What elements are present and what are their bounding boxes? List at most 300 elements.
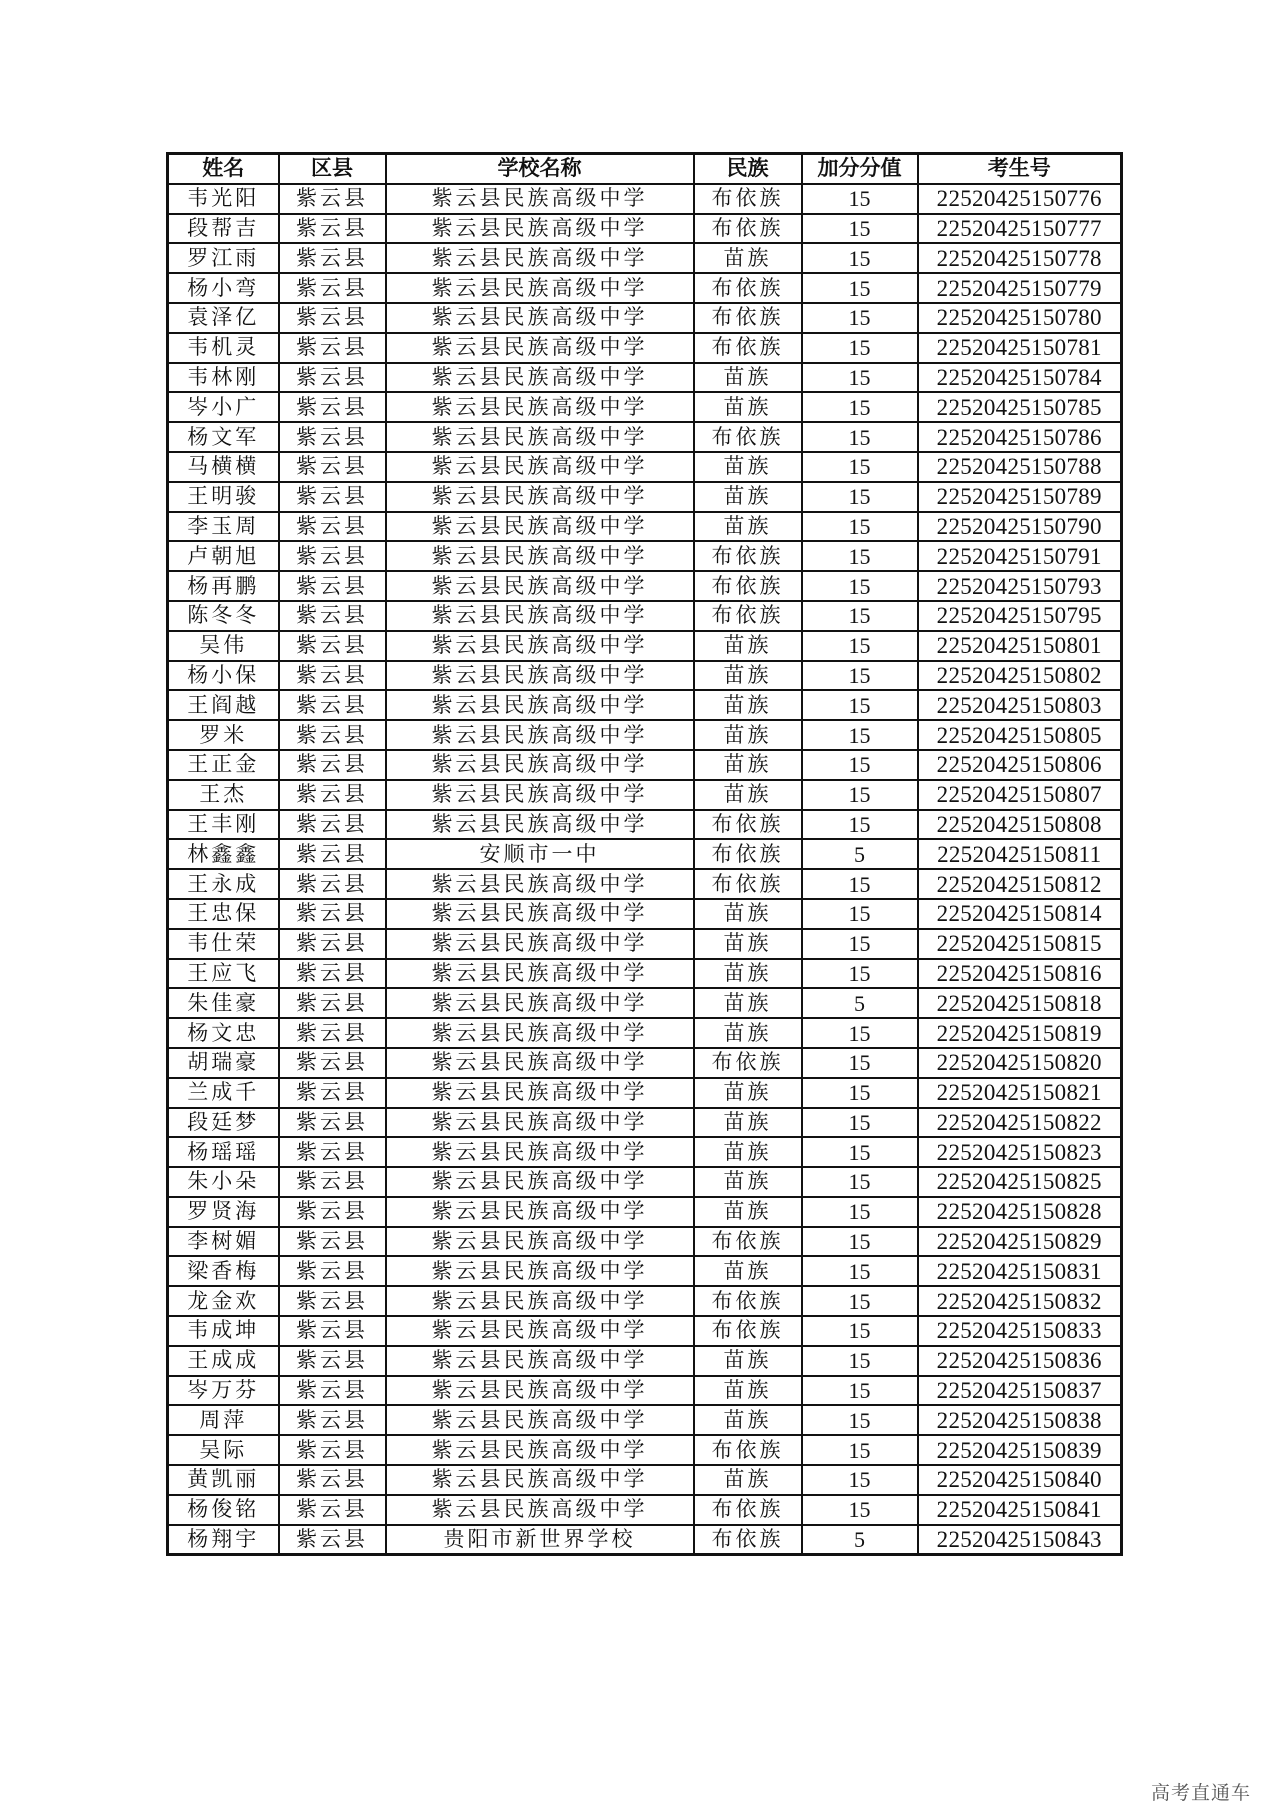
table-row [168,1018,1122,1048]
cell-bonus-points: 15 [802,959,918,989]
cell-exam-id: 22520425150819 [918,1018,1122,1048]
cell-ethnicity: 苗族 [694,959,802,989]
cell-bonus-points: 15 [802,392,918,422]
cell-name: 罗米 [168,720,279,750]
cell-ethnicity: 布依族 [694,184,802,214]
table-row [168,810,1122,840]
cell-exam-id: 22520425150777 [918,214,1122,244]
table-row [168,1316,1122,1346]
cell-name: 罗贤海 [168,1197,279,1227]
cell-district: 紫云县 [279,929,386,959]
cell-exam-id: 22520425150832 [918,1286,1122,1316]
cell-ethnicity: 苗族 [694,988,802,1018]
cell-bonus-points: 15 [802,631,918,661]
table-row [168,363,1122,393]
cell-district: 紫云县 [279,1465,386,1495]
cell-name: 段廷梦 [168,1108,279,1138]
cell-exam-id: 22520425150837 [918,1376,1122,1406]
cell-ethnicity: 布依族 [694,273,802,303]
cell-ethnicity: 苗族 [694,1167,802,1197]
cell-school: 紫云县民族高级中学 [386,631,694,661]
cell-exam-id: 22520425150795 [918,601,1122,631]
table-row [168,303,1122,333]
cell-exam-id: 22520425150818 [918,988,1122,1018]
table-row [168,214,1122,244]
cell-district: 紫云县 [279,690,386,720]
table-row [168,1137,1122,1167]
cell-name: 韦成坤 [168,1316,279,1346]
cell-school: 紫云县民族高级中学 [386,541,694,571]
cell-ethnicity: 苗族 [694,720,802,750]
cell-exam-id: 22520425150780 [918,303,1122,333]
cell-school: 紫云县民族高级中学 [386,1227,694,1257]
cell-name: 杨文忠 [168,1018,279,1048]
table-row [168,899,1122,929]
cell-district: 紫云县 [279,780,386,810]
cell-district: 紫云县 [279,1137,386,1167]
cell-name: 吴伟 [168,631,279,661]
cell-school: 紫云县民族高级中学 [386,959,694,989]
cell-bonus-points: 15 [802,869,918,899]
cell-bonus-points: 15 [802,1495,918,1525]
cell-school: 贵阳市新世界学校 [386,1525,694,1555]
cell-name: 黄凯丽 [168,1465,279,1495]
cell-name: 吴际 [168,1435,279,1465]
cell-district: 紫云县 [279,541,386,571]
cell-ethnicity: 苗族 [694,750,802,780]
table-row [168,1286,1122,1316]
cell-district: 紫云县 [279,392,386,422]
cell-ethnicity: 苗族 [694,1108,802,1138]
cell-exam-id: 22520425150828 [918,1197,1122,1227]
cell-ethnicity: 苗族 [694,1018,802,1048]
cell-exam-id: 22520425150793 [918,571,1122,601]
cell-district: 紫云县 [279,512,386,542]
cell-exam-id: 22520425150802 [918,661,1122,691]
cell-exam-id: 22520425150831 [918,1256,1122,1286]
cell-bonus-points: 15 [802,720,918,750]
header-name: 姓名 [168,154,279,184]
cell-ethnicity: 布依族 [694,422,802,452]
table-row [168,631,1122,661]
cell-school: 紫云县民族高级中学 [386,452,694,482]
cell-ethnicity: 苗族 [694,1346,802,1376]
cell-exam-id: 22520425150778 [918,243,1122,273]
cell-ethnicity: 布依族 [694,541,802,571]
table-row [168,839,1122,869]
cell-exam-id: 22520425150779 [918,273,1122,303]
cell-ethnicity: 苗族 [694,1405,802,1435]
cell-exam-id: 22520425150784 [918,363,1122,393]
cell-exam-id: 22520425150821 [918,1078,1122,1108]
cell-ethnicity: 苗族 [694,482,802,512]
cell-ethnicity: 布依族 [694,571,802,601]
cell-exam-id: 22520425150829 [918,1227,1122,1257]
table-row [168,243,1122,273]
table-row [168,929,1122,959]
table-row [168,661,1122,691]
cell-name: 卢朝旭 [168,541,279,571]
table-row [168,1167,1122,1197]
cell-ethnicity: 布依族 [694,601,802,631]
table-row [168,1525,1122,1555]
table-header-row [168,154,1122,184]
table-row [168,512,1122,542]
cell-district: 紫云县 [279,273,386,303]
cell-school: 紫云县民族高级中学 [386,392,694,422]
table-row [168,452,1122,482]
cell-school: 紫云县民族高级中学 [386,899,694,929]
cell-ethnicity: 苗族 [694,929,802,959]
cell-school: 紫云县民族高级中学 [386,1495,694,1525]
cell-name: 杨俊铭 [168,1495,279,1525]
cell-school: 紫云县民族高级中学 [386,1108,694,1138]
cell-district: 紫云县 [279,720,386,750]
cell-school: 紫云县民族高级中学 [386,303,694,333]
cell-exam-id: 22520425150801 [918,631,1122,661]
cell-name: 马横横 [168,452,279,482]
cell-district: 紫云县 [279,1435,386,1465]
cell-bonus-points: 5 [802,988,918,1018]
cell-ethnicity: 苗族 [694,1197,802,1227]
cell-district: 紫云县 [279,1376,386,1406]
cell-school: 紫云县民族高级中学 [386,1346,694,1376]
cell-ethnicity: 苗族 [694,243,802,273]
cell-school: 紫云县民族高级中学 [386,810,694,840]
cell-name: 岑万芬 [168,1376,279,1406]
table-row [168,1465,1122,1495]
cell-bonus-points: 15 [802,273,918,303]
cell-school: 紫云县民族高级中学 [386,1197,694,1227]
cell-bonus-points: 15 [802,333,918,363]
cell-district: 紫云县 [279,1405,386,1435]
cell-name: 杨文军 [168,422,279,452]
cell-district: 紫云县 [279,1197,386,1227]
cell-bonus-points: 15 [802,661,918,691]
table-row [168,482,1122,512]
cell-school: 紫云县民族高级中学 [386,1405,694,1435]
cell-district: 紫云县 [279,1078,386,1108]
table-row [168,541,1122,571]
cell-exam-id: 22520425150820 [918,1048,1122,1078]
cell-ethnicity: 苗族 [694,1078,802,1108]
watermark-text: 高考直通车 [1151,1782,1252,1804]
cell-school: 紫云县民族高级中学 [386,422,694,452]
cell-name: 周萍 [168,1405,279,1435]
cell-school: 紫云县民族高级中学 [386,690,694,720]
cell-name: 兰成千 [168,1078,279,1108]
cell-ethnicity: 布依族 [694,1495,802,1525]
cell-bonus-points: 15 [802,750,918,780]
cell-bonus-points: 5 [802,839,918,869]
cell-school: 紫云县民族高级中学 [386,1078,694,1108]
cell-name: 罗江雨 [168,243,279,273]
cell-bonus-points: 15 [802,541,918,571]
cell-name: 岑小广 [168,392,279,422]
cell-exam-id: 22520425150805 [918,720,1122,750]
cell-ethnicity: 苗族 [694,1256,802,1286]
cell-school: 紫云县民族高级中学 [386,571,694,601]
cell-exam-id: 22520425150806 [918,750,1122,780]
header-exam-id: 考生号 [918,154,1122,184]
cell-exam-id: 22520425150807 [918,780,1122,810]
cell-name: 段帮吉 [168,214,279,244]
cell-bonus-points: 15 [802,1435,918,1465]
cell-district: 紫云县 [279,452,386,482]
cell-ethnicity: 苗族 [694,1465,802,1495]
cell-bonus-points: 15 [802,1256,918,1286]
cell-exam-id: 22520425150816 [918,959,1122,989]
cell-school: 紫云县民族高级中学 [386,869,694,899]
cell-exam-id: 22520425150786 [918,422,1122,452]
table-row [168,959,1122,989]
cell-exam-id: 22520425150788 [918,452,1122,482]
table-row [168,1405,1122,1435]
cell-exam-id: 22520425150823 [918,1137,1122,1167]
cell-ethnicity: 布依族 [694,1316,802,1346]
cell-name: 韦仕荣 [168,929,279,959]
table-row [168,780,1122,810]
table-row [168,184,1122,214]
cell-bonus-points: 15 [802,1286,918,1316]
cell-exam-id: 22520425150785 [918,392,1122,422]
cell-school: 紫云县民族高级中学 [386,243,694,273]
table-row [168,1495,1122,1525]
cell-ethnicity: 布依族 [694,1525,802,1555]
cell-name: 陈冬冬 [168,601,279,631]
table-row [168,422,1122,452]
cell-name: 韦光阳 [168,184,279,214]
cell-school: 紫云县民族高级中学 [386,661,694,691]
cell-district: 紫云县 [279,1018,386,1048]
table-row [168,392,1122,422]
cell-bonus-points: 15 [802,452,918,482]
cell-bonus-points: 15 [802,571,918,601]
cell-school: 紫云县民族高级中学 [386,1286,694,1316]
cell-district: 紫云县 [279,839,386,869]
table-row [168,333,1122,363]
cell-district: 紫云县 [279,303,386,333]
table-row [168,1197,1122,1227]
cell-district: 紫云县 [279,1227,386,1257]
cell-district: 紫云县 [279,959,386,989]
cell-bonus-points: 15 [802,899,918,929]
cell-exam-id: 22520425150841 [918,1495,1122,1525]
cell-school: 紫云县民族高级中学 [386,720,694,750]
cell-bonus-points: 15 [802,1197,918,1227]
cell-school: 紫云县民族高级中学 [386,988,694,1018]
cell-bonus-points: 15 [802,1018,918,1048]
cell-name: 王正金 [168,750,279,780]
cell-bonus-points: 15 [802,1078,918,1108]
cell-bonus-points: 15 [802,422,918,452]
cell-name: 王成成 [168,1346,279,1376]
cell-school: 紫云县民族高级中学 [386,1376,694,1406]
cell-district: 紫云县 [279,899,386,929]
cell-district: 紫云县 [279,661,386,691]
table-row [168,1346,1122,1376]
cell-exam-id: 22520425150776 [918,184,1122,214]
cell-exam-id: 22520425150838 [918,1405,1122,1435]
cell-exam-id: 22520425150814 [918,899,1122,929]
cell-district: 紫云县 [279,1048,386,1078]
cell-ethnicity: 苗族 [694,512,802,542]
cell-district: 紫云县 [279,333,386,363]
cell-bonus-points: 15 [802,1227,918,1257]
table-body [168,184,1122,1555]
cell-name: 李树媚 [168,1227,279,1257]
table-row [168,1078,1122,1108]
cell-district: 紫云县 [279,363,386,393]
cell-bonus-points: 15 [802,243,918,273]
table-row [168,601,1122,631]
cell-school: 紫云县民族高级中学 [386,482,694,512]
table-row [168,1256,1122,1286]
cell-exam-id: 22520425150825 [918,1167,1122,1197]
cell-school: 紫云县民族高级中学 [386,363,694,393]
cell-ethnicity: 苗族 [694,780,802,810]
cell-bonus-points: 15 [802,482,918,512]
cell-ethnicity: 布依族 [694,810,802,840]
cell-ethnicity: 布依族 [694,1435,802,1465]
cell-bonus-points: 15 [802,512,918,542]
cell-school: 紫云县民族高级中学 [386,929,694,959]
table-row [168,869,1122,899]
cell-district: 紫云县 [279,422,386,452]
cell-name: 王阎越 [168,690,279,720]
cell-school: 紫云县民族高级中学 [386,750,694,780]
cell-name: 王永成 [168,869,279,899]
cell-name: 袁泽亿 [168,303,279,333]
cell-exam-id: 22520425150789 [918,482,1122,512]
cell-district: 紫云县 [279,1316,386,1346]
cell-district: 紫云县 [279,1495,386,1525]
cell-ethnicity: 苗族 [694,661,802,691]
table-row [168,1048,1122,1078]
cell-ethnicity: 布依族 [694,1227,802,1257]
cell-school: 紫云县民族高级中学 [386,333,694,363]
cell-bonus-points: 15 [802,303,918,333]
cell-school: 紫云县民族高级中学 [386,1316,694,1346]
cell-district: 紫云县 [279,1286,386,1316]
cell-bonus-points: 15 [802,1108,918,1138]
cell-district: 紫云县 [279,631,386,661]
cell-school: 紫云县民族高级中学 [386,1167,694,1197]
cell-bonus-points: 15 [802,690,918,720]
cell-school: 紫云县民族高级中学 [386,1018,694,1048]
cell-school: 紫云县民族高级中学 [386,1137,694,1167]
cell-name: 王忠保 [168,899,279,929]
cell-district: 紫云县 [279,184,386,214]
cell-ethnicity: 苗族 [694,1137,802,1167]
cell-ethnicity: 布依族 [694,869,802,899]
table-row [168,1376,1122,1406]
cell-district: 紫云县 [279,1108,386,1138]
cell-exam-id: 22520425150808 [918,810,1122,840]
cell-name: 龙金欢 [168,1286,279,1316]
cell-bonus-points: 15 [802,810,918,840]
cell-school: 紫云县民族高级中学 [386,780,694,810]
bonus-points-table [166,152,1123,1556]
cell-bonus-points: 15 [802,1137,918,1167]
table-row [168,720,1122,750]
cell-bonus-points: 5 [802,1525,918,1555]
cell-exam-id: 22520425150843 [918,1525,1122,1555]
cell-district: 紫云县 [279,1256,386,1286]
cell-bonus-points: 15 [802,1376,918,1406]
cell-ethnicity: 布依族 [694,1286,802,1316]
cell-school: 紫云县民族高级中学 [386,273,694,303]
cell-school: 紫云县民族高级中学 [386,1435,694,1465]
cell-district: 紫云县 [279,1346,386,1376]
header-bonus-points: 加分分值 [802,154,918,184]
cell-name: 韦机灵 [168,333,279,363]
cell-bonus-points: 15 [802,1465,918,1495]
cell-name: 王应飞 [168,959,279,989]
cell-district: 紫云县 [279,482,386,512]
cell-school: 紫云县民族高级中学 [386,1256,694,1286]
cell-bonus-points: 15 [802,780,918,810]
cell-district: 紫云县 [279,1167,386,1197]
table-row [168,690,1122,720]
cell-district: 紫云县 [279,988,386,1018]
cell-ethnicity: 苗族 [694,363,802,393]
cell-ethnicity: 布依族 [694,839,802,869]
cell-ethnicity: 苗族 [694,1376,802,1406]
cell-exam-id: 22520425150790 [918,512,1122,542]
cell-district: 紫云县 [279,214,386,244]
cell-name: 杨小保 [168,661,279,691]
cell-district: 紫云县 [279,243,386,273]
cell-ethnicity: 苗族 [694,452,802,482]
table-row [168,1108,1122,1138]
cell-name: 王丰刚 [168,810,279,840]
cell-school: 紫云县民族高级中学 [386,601,694,631]
cell-bonus-points: 15 [802,1048,918,1078]
cell-exam-id: 22520425150822 [918,1108,1122,1138]
cell-exam-id: 22520425150815 [918,929,1122,959]
cell-school: 紫云县民族高级中学 [386,184,694,214]
cell-district: 紫云县 [279,571,386,601]
cell-school: 紫云县民族高级中学 [386,1048,694,1078]
cell-ethnicity: 苗族 [694,631,802,661]
cell-exam-id: 22520425150836 [918,1346,1122,1376]
header-district: 区县 [279,154,386,184]
cell-exam-id: 22520425150781 [918,333,1122,363]
cell-name: 杨瑶瑶 [168,1137,279,1167]
cell-name: 胡瑞豪 [168,1048,279,1078]
table-row [168,1435,1122,1465]
table-row [168,1227,1122,1257]
cell-school: 紫云县民族高级中学 [386,1465,694,1495]
cell-district: 紫云县 [279,1525,386,1555]
cell-school: 紫云县民族高级中学 [386,512,694,542]
cell-district: 紫云县 [279,810,386,840]
cell-bonus-points: 15 [802,184,918,214]
cell-bonus-points: 15 [802,1346,918,1376]
cell-ethnicity: 布依族 [694,214,802,244]
cell-name: 杨翔宇 [168,1525,279,1555]
cell-bonus-points: 15 [802,214,918,244]
table-row [168,750,1122,780]
table-row [168,273,1122,303]
cell-ethnicity: 布依族 [694,1048,802,1078]
cell-ethnicity: 苗族 [694,690,802,720]
cell-name: 朱小朵 [168,1167,279,1197]
cell-district: 紫云县 [279,869,386,899]
cell-bonus-points: 15 [802,1316,918,1346]
cell-name: 林鑫鑫 [168,839,279,869]
